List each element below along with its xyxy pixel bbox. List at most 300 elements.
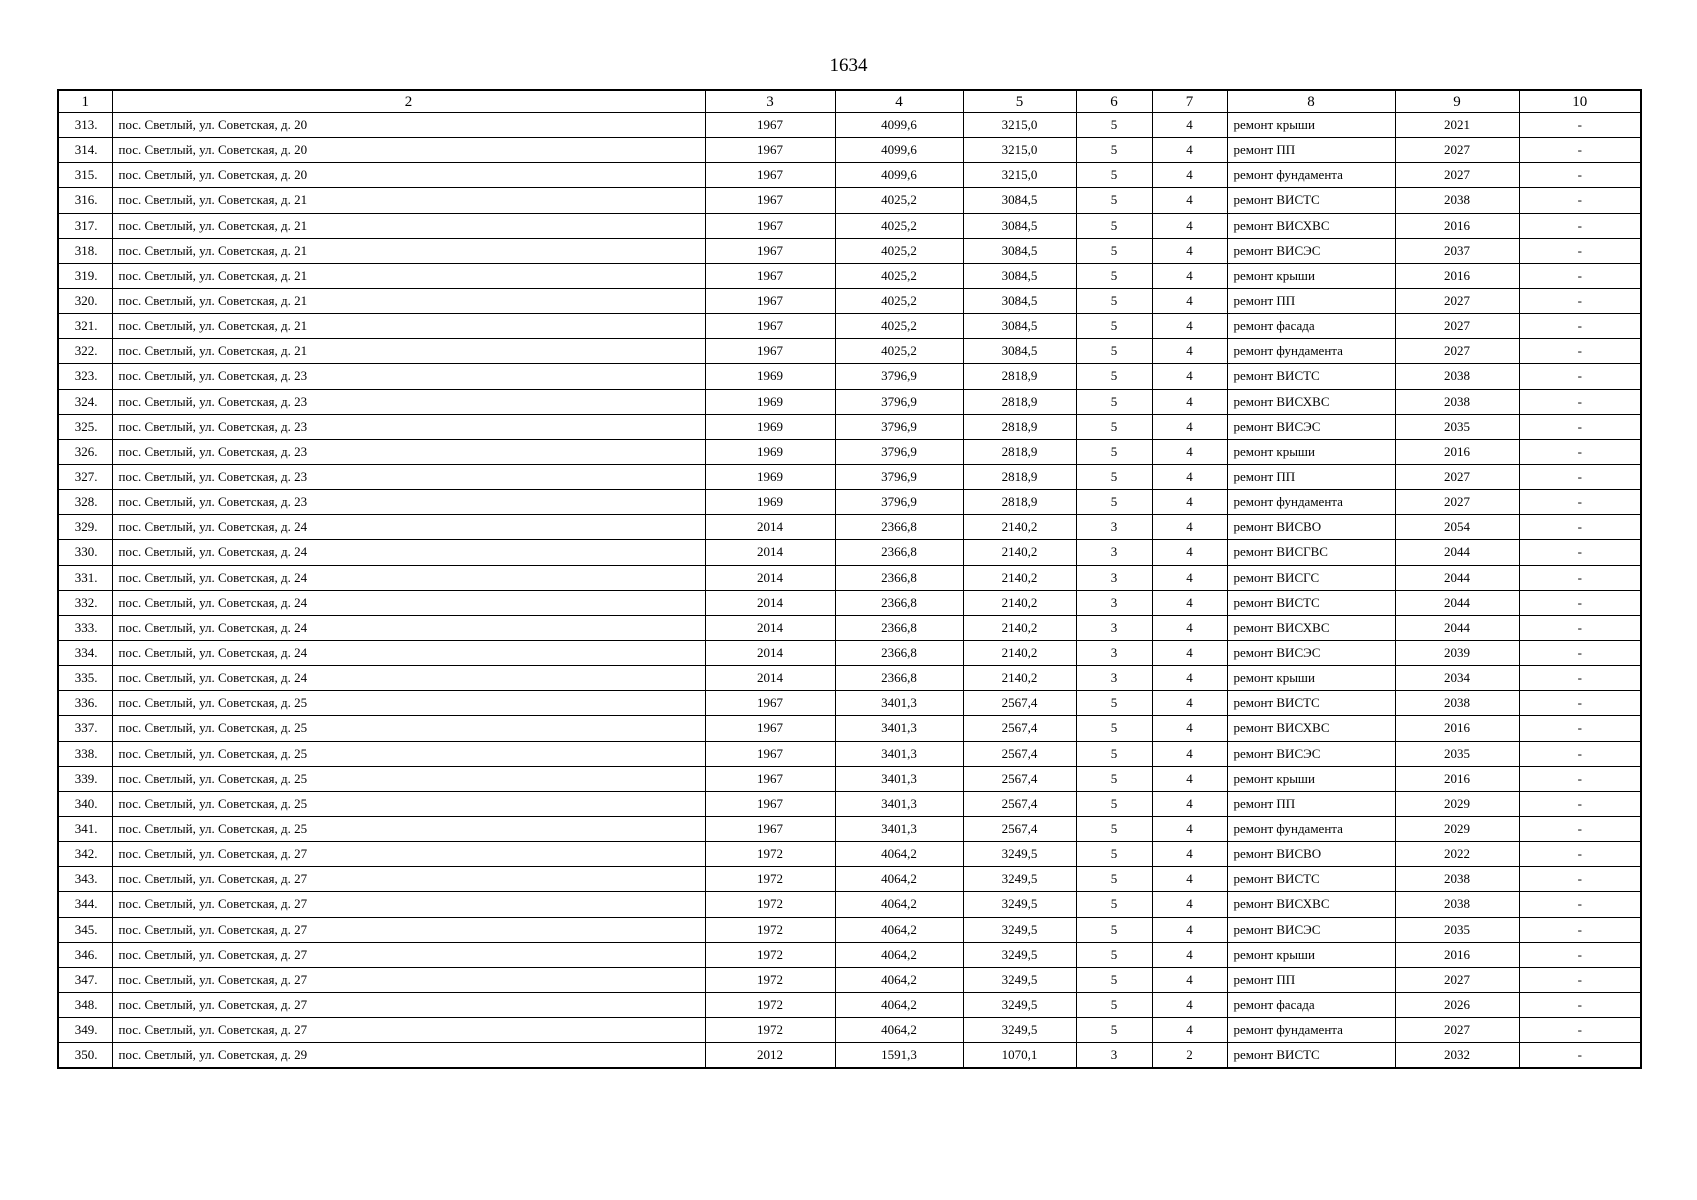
table-row bbox=[58, 263, 1641, 288]
living-area-cell: 2818,9 bbox=[963, 464, 1076, 489]
total-area-cell: 3796,9 bbox=[835, 414, 963, 439]
address-cell: пос. Светлый, ул. Советская, д. 21 bbox=[112, 339, 705, 364]
floors-cell: 5 bbox=[1076, 992, 1152, 1017]
address-cell: пос. Светлый, ул. Советская, д. 24 bbox=[112, 590, 705, 615]
note-cell: - bbox=[1519, 942, 1641, 967]
work-type-cell: ремонт фундамента bbox=[1227, 1018, 1395, 1043]
planned-year-cell: 2027 bbox=[1395, 967, 1519, 992]
address-cell: пос. Светлый, ул. Советская, д. 23 bbox=[112, 414, 705, 439]
address-cell: пос. Светлый, ул. Советская, д. 27 bbox=[112, 992, 705, 1017]
floors-cell: 3 bbox=[1076, 666, 1152, 691]
year-built-cell: 2014 bbox=[705, 515, 835, 540]
entrances-cell: 4 bbox=[1152, 490, 1227, 515]
work-type-cell: ремонт ВИСХВС bbox=[1227, 213, 1395, 238]
work-type-cell: ремонт ВИСХВС bbox=[1227, 615, 1395, 640]
row-number-cell: 338. bbox=[58, 741, 112, 766]
table-row bbox=[58, 339, 1641, 364]
total-area-cell: 3796,9 bbox=[835, 490, 963, 515]
work-type-cell: ремонт ПП bbox=[1227, 967, 1395, 992]
note-cell: - bbox=[1519, 565, 1641, 590]
table-row bbox=[58, 615, 1641, 640]
living-area-cell: 2818,9 bbox=[963, 414, 1076, 439]
floors-cell: 3 bbox=[1076, 1043, 1152, 1069]
floors-cell: 3 bbox=[1076, 615, 1152, 640]
floors-cell: 5 bbox=[1076, 364, 1152, 389]
planned-year-cell: 2044 bbox=[1395, 565, 1519, 590]
row-number-cell: 320. bbox=[58, 288, 112, 313]
row-number-cell: 346. bbox=[58, 942, 112, 967]
living-area-cell: 2140,2 bbox=[963, 540, 1076, 565]
address-cell: пос. Светлый, ул. Советская, д. 27 bbox=[112, 867, 705, 892]
planned-year-cell: 2016 bbox=[1395, 716, 1519, 741]
entrances-cell: 4 bbox=[1152, 515, 1227, 540]
living-area-cell: 3215,0 bbox=[963, 113, 1076, 138]
living-area-cell: 2567,4 bbox=[963, 766, 1076, 791]
total-area-cell: 3401,3 bbox=[835, 741, 963, 766]
note-cell: - bbox=[1519, 666, 1641, 691]
note-cell: - bbox=[1519, 163, 1641, 188]
living-area-cell: 3249,5 bbox=[963, 842, 1076, 867]
work-type-cell: ремонт ПП bbox=[1227, 288, 1395, 313]
address-cell: пос. Светлый, ул. Советская, д. 24 bbox=[112, 640, 705, 665]
floors-cell: 5 bbox=[1076, 1018, 1152, 1043]
living-area-cell: 3249,5 bbox=[963, 892, 1076, 917]
living-area-cell: 3249,5 bbox=[963, 942, 1076, 967]
planned-year-cell: 2016 bbox=[1395, 942, 1519, 967]
note-cell: - bbox=[1519, 917, 1641, 942]
floors-cell: 5 bbox=[1076, 766, 1152, 791]
work-type-cell: ремонт фасада bbox=[1227, 314, 1395, 339]
floors-cell: 5 bbox=[1076, 238, 1152, 263]
address-cell: пос. Светлый, ул. Советская, д. 25 bbox=[112, 791, 705, 816]
work-type-cell: ремонт ВИСВО bbox=[1227, 515, 1395, 540]
year-built-cell: 1967 bbox=[705, 113, 835, 138]
entrances-cell: 4 bbox=[1152, 113, 1227, 138]
entrances-cell: 4 bbox=[1152, 942, 1227, 967]
note-cell: - bbox=[1519, 590, 1641, 615]
entrances-cell: 4 bbox=[1152, 389, 1227, 414]
total-area-cell: 2366,8 bbox=[835, 515, 963, 540]
column-header: 10 bbox=[1519, 90, 1641, 113]
entrances-cell: 4 bbox=[1152, 364, 1227, 389]
work-type-cell: ремонт ВИСГС bbox=[1227, 565, 1395, 590]
entrances-cell: 4 bbox=[1152, 741, 1227, 766]
column-header: 3 bbox=[705, 90, 835, 113]
work-type-cell: ремонт ПП bbox=[1227, 791, 1395, 816]
row-number-cell: 322. bbox=[58, 339, 112, 364]
year-built-cell: 1967 bbox=[705, 339, 835, 364]
address-cell: пос. Светлый, ул. Советская, д. 25 bbox=[112, 816, 705, 841]
planned-year-cell: 2016 bbox=[1395, 439, 1519, 464]
living-area-cell: 1070,1 bbox=[963, 1043, 1076, 1069]
year-built-cell: 2014 bbox=[705, 640, 835, 665]
work-type-cell: ремонт ВИСВО bbox=[1227, 842, 1395, 867]
year-built-cell: 1972 bbox=[705, 867, 835, 892]
entrances-cell: 4 bbox=[1152, 414, 1227, 439]
living-area-cell: 3084,5 bbox=[963, 238, 1076, 263]
floors-cell: 5 bbox=[1076, 263, 1152, 288]
floors-cell: 5 bbox=[1076, 163, 1152, 188]
floors-cell: 5 bbox=[1076, 213, 1152, 238]
table-row bbox=[58, 1043, 1641, 1069]
planned-year-cell: 2022 bbox=[1395, 842, 1519, 867]
living-area-cell: 3249,5 bbox=[963, 1018, 1076, 1043]
note-cell: - bbox=[1519, 716, 1641, 741]
address-cell: пос. Светлый, ул. Советская, д. 24 bbox=[112, 515, 705, 540]
planned-year-cell: 2016 bbox=[1395, 766, 1519, 791]
note-cell: - bbox=[1519, 314, 1641, 339]
floors-cell: 3 bbox=[1076, 590, 1152, 615]
address-cell: пос. Светлый, ул. Советская, д. 23 bbox=[112, 364, 705, 389]
work-type-cell: ремонт ПП bbox=[1227, 464, 1395, 489]
entrances-cell: 4 bbox=[1152, 917, 1227, 942]
table-row bbox=[58, 666, 1641, 691]
row-number-cell: 317. bbox=[58, 213, 112, 238]
table-row bbox=[58, 138, 1641, 163]
page-number: 1634 bbox=[829, 55, 868, 76]
planned-year-cell: 2016 bbox=[1395, 213, 1519, 238]
table-row bbox=[58, 590, 1641, 615]
work-type-cell: ремонт крыши bbox=[1227, 766, 1395, 791]
row-number-cell: 331. bbox=[58, 565, 112, 590]
table-row bbox=[58, 766, 1641, 791]
entrances-cell: 4 bbox=[1152, 640, 1227, 665]
note-cell: - bbox=[1519, 439, 1641, 464]
total-area-cell: 4064,2 bbox=[835, 867, 963, 892]
address-cell: пос. Светлый, ул. Советская, д. 21 bbox=[112, 238, 705, 263]
table-row bbox=[58, 540, 1641, 565]
row-number-cell: 344. bbox=[58, 892, 112, 917]
year-built-cell: 2012 bbox=[705, 1043, 835, 1069]
note-cell: - bbox=[1519, 791, 1641, 816]
year-built-cell: 1972 bbox=[705, 842, 835, 867]
planned-year-cell: 2027 bbox=[1395, 288, 1519, 313]
work-type-cell: ремонт ВИСТС bbox=[1227, 867, 1395, 892]
entrances-cell: 4 bbox=[1152, 842, 1227, 867]
year-built-cell: 1972 bbox=[705, 992, 835, 1017]
note-cell: - bbox=[1519, 867, 1641, 892]
floors-cell: 5 bbox=[1076, 842, 1152, 867]
living-area-cell: 2140,2 bbox=[963, 615, 1076, 640]
column-number-row bbox=[58, 90, 1641, 113]
total-area-cell: 4064,2 bbox=[835, 1018, 963, 1043]
table-row bbox=[58, 188, 1641, 213]
note-cell: - bbox=[1519, 263, 1641, 288]
table-row bbox=[58, 515, 1641, 540]
total-area-cell: 3796,9 bbox=[835, 464, 963, 489]
floors-cell: 3 bbox=[1076, 565, 1152, 590]
year-built-cell: 1972 bbox=[705, 892, 835, 917]
row-number-cell: 325. bbox=[58, 414, 112, 439]
entrances-cell: 4 bbox=[1152, 163, 1227, 188]
address-cell: пос. Светлый, ул. Советская, д. 20 bbox=[112, 163, 705, 188]
total-area-cell: 4064,2 bbox=[835, 892, 963, 917]
total-area-cell: 4064,2 bbox=[835, 842, 963, 867]
floors-cell: 5 bbox=[1076, 716, 1152, 741]
floors-cell: 5 bbox=[1076, 339, 1152, 364]
floors-cell: 5 bbox=[1076, 892, 1152, 917]
entrances-cell: 4 bbox=[1152, 816, 1227, 841]
table-row bbox=[58, 364, 1641, 389]
living-area-cell: 3215,0 bbox=[963, 163, 1076, 188]
entrances-cell: 4 bbox=[1152, 188, 1227, 213]
table-row bbox=[58, 314, 1641, 339]
floors-cell: 5 bbox=[1076, 490, 1152, 515]
planned-year-cell: 2044 bbox=[1395, 615, 1519, 640]
note-cell: - bbox=[1519, 464, 1641, 489]
planned-year-cell: 2035 bbox=[1395, 741, 1519, 766]
row-number-cell: 315. bbox=[58, 163, 112, 188]
table-row bbox=[58, 464, 1641, 489]
row-number-cell: 328. bbox=[58, 490, 112, 515]
row-number-cell: 329. bbox=[58, 515, 112, 540]
column-header: 4 bbox=[835, 90, 963, 113]
living-area-cell: 2567,4 bbox=[963, 741, 1076, 766]
living-area-cell: 3249,5 bbox=[963, 917, 1076, 942]
planned-year-cell: 2038 bbox=[1395, 892, 1519, 917]
table-row bbox=[58, 163, 1641, 188]
address-cell: пос. Светлый, ул. Советская, д. 23 bbox=[112, 439, 705, 464]
total-area-cell: 2366,8 bbox=[835, 666, 963, 691]
row-number-cell: 340. bbox=[58, 791, 112, 816]
total-area-cell: 2366,8 bbox=[835, 540, 963, 565]
floors-cell: 3 bbox=[1076, 540, 1152, 565]
floors-cell: 5 bbox=[1076, 967, 1152, 992]
year-built-cell: 2014 bbox=[705, 565, 835, 590]
note-cell: - bbox=[1519, 766, 1641, 791]
total-area-cell: 4064,2 bbox=[835, 942, 963, 967]
address-cell: пос. Светлый, ул. Советская, д. 25 bbox=[112, 766, 705, 791]
entrances-cell: 4 bbox=[1152, 464, 1227, 489]
floors-cell: 5 bbox=[1076, 288, 1152, 313]
work-type-cell: ремонт ВИСЭС bbox=[1227, 238, 1395, 263]
address-cell: пос. Светлый, ул. Советская, д. 23 bbox=[112, 464, 705, 489]
living-area-cell: 2140,2 bbox=[963, 565, 1076, 590]
row-number-cell: 350. bbox=[58, 1043, 112, 1069]
year-built-cell: 1967 bbox=[705, 288, 835, 313]
note-cell: - bbox=[1519, 414, 1641, 439]
address-cell: пос. Светлый, ул. Советская, д. 27 bbox=[112, 1018, 705, 1043]
year-built-cell: 1967 bbox=[705, 791, 835, 816]
total-area-cell: 1591,3 bbox=[835, 1043, 963, 1069]
planned-year-cell: 2038 bbox=[1395, 691, 1519, 716]
floors-cell: 5 bbox=[1076, 464, 1152, 489]
planned-year-cell: 2044 bbox=[1395, 590, 1519, 615]
living-area-cell: 2567,4 bbox=[963, 691, 1076, 716]
floors-cell: 5 bbox=[1076, 314, 1152, 339]
note-cell: - bbox=[1519, 188, 1641, 213]
row-number-cell: 324. bbox=[58, 389, 112, 414]
living-area-cell: 2567,4 bbox=[963, 791, 1076, 816]
work-type-cell: ремонт ВИСТС bbox=[1227, 590, 1395, 615]
note-cell: - bbox=[1519, 490, 1641, 515]
total-area-cell: 2366,8 bbox=[835, 615, 963, 640]
row-number-cell: 345. bbox=[58, 917, 112, 942]
column-header: 6 bbox=[1076, 90, 1152, 113]
work-type-cell: ремонт ВИСТС bbox=[1227, 364, 1395, 389]
column-header: 9 bbox=[1395, 90, 1519, 113]
row-number-cell: 333. bbox=[58, 615, 112, 640]
note-cell: - bbox=[1519, 640, 1641, 665]
note-cell: - bbox=[1519, 540, 1641, 565]
entrances-cell: 4 bbox=[1152, 565, 1227, 590]
planned-year-cell: 2054 bbox=[1395, 515, 1519, 540]
work-type-cell: ремонт ВИСХВС bbox=[1227, 892, 1395, 917]
year-built-cell: 1967 bbox=[705, 766, 835, 791]
living-area-cell: 3084,5 bbox=[963, 288, 1076, 313]
floors-cell: 5 bbox=[1076, 138, 1152, 163]
table-row bbox=[58, 414, 1641, 439]
table-row bbox=[58, 942, 1641, 967]
year-built-cell: 1969 bbox=[705, 490, 835, 515]
table-row bbox=[58, 213, 1641, 238]
table-row bbox=[58, 892, 1641, 917]
living-area-cell: 2567,4 bbox=[963, 716, 1076, 741]
floors-cell: 3 bbox=[1076, 515, 1152, 540]
address-cell: пос. Светлый, ул. Советская, д. 25 bbox=[112, 741, 705, 766]
address-cell: пос. Светлый, ул. Советская, д. 27 bbox=[112, 892, 705, 917]
work-type-cell: ремонт ВИСТС bbox=[1227, 1043, 1395, 1069]
entrances-cell: 4 bbox=[1152, 590, 1227, 615]
total-area-cell: 4064,2 bbox=[835, 992, 963, 1017]
table-row bbox=[58, 490, 1641, 515]
address-cell: пос. Светлый, ул. Советская, д. 24 bbox=[112, 615, 705, 640]
note-cell: - bbox=[1519, 364, 1641, 389]
year-built-cell: 1967 bbox=[705, 716, 835, 741]
work-type-cell: ремонт фундамента bbox=[1227, 490, 1395, 515]
work-type-cell: ремонт ВИСТС bbox=[1227, 188, 1395, 213]
entrances-cell: 4 bbox=[1152, 339, 1227, 364]
work-type-cell: ремонт ВИСХВС bbox=[1227, 716, 1395, 741]
year-built-cell: 2014 bbox=[705, 666, 835, 691]
row-number-cell: 336. bbox=[58, 691, 112, 716]
living-area-cell: 2818,9 bbox=[963, 364, 1076, 389]
planned-year-cell: 2027 bbox=[1395, 1018, 1519, 1043]
year-built-cell: 1972 bbox=[705, 1018, 835, 1043]
note-cell: - bbox=[1519, 138, 1641, 163]
table-row bbox=[58, 842, 1641, 867]
planned-year-cell: 2027 bbox=[1395, 490, 1519, 515]
table-body bbox=[58, 113, 1641, 1069]
planned-year-cell: 2026 bbox=[1395, 992, 1519, 1017]
total-area-cell: 4099,6 bbox=[835, 138, 963, 163]
living-area-cell: 3249,5 bbox=[963, 992, 1076, 1017]
work-type-cell: ремонт ПП bbox=[1227, 138, 1395, 163]
entrances-cell: 4 bbox=[1152, 867, 1227, 892]
entrances-cell: 4 bbox=[1152, 791, 1227, 816]
planned-year-cell: 2029 bbox=[1395, 791, 1519, 816]
entrances-cell: 4 bbox=[1152, 716, 1227, 741]
address-cell: пос. Светлый, ул. Советская, д. 25 bbox=[112, 716, 705, 741]
table-row bbox=[58, 867, 1641, 892]
year-built-cell: 1969 bbox=[705, 464, 835, 489]
living-area-cell: 3215,0 bbox=[963, 138, 1076, 163]
row-number-cell: 326. bbox=[58, 439, 112, 464]
row-number-cell: 342. bbox=[58, 842, 112, 867]
address-cell: пос. Светлый, ул. Советская, д. 29 bbox=[112, 1043, 705, 1069]
note-cell: - bbox=[1519, 113, 1641, 138]
floors-cell: 5 bbox=[1076, 942, 1152, 967]
row-number-cell: 337. bbox=[58, 716, 112, 741]
total-area-cell: 4025,2 bbox=[835, 288, 963, 313]
address-cell: пос. Светлый, ул. Советская, д. 21 bbox=[112, 188, 705, 213]
row-number-cell: 330. bbox=[58, 540, 112, 565]
note-cell: - bbox=[1519, 1043, 1641, 1069]
address-cell: пос. Светлый, ул. Советская, д. 21 bbox=[112, 288, 705, 313]
entrances-cell: 4 bbox=[1152, 238, 1227, 263]
planned-year-cell: 2027 bbox=[1395, 464, 1519, 489]
address-cell: пос. Светлый, ул. Советская, д. 27 bbox=[112, 967, 705, 992]
total-area-cell: 4025,2 bbox=[835, 263, 963, 288]
planned-year-cell: 2021 bbox=[1395, 113, 1519, 138]
year-built-cell: 1967 bbox=[705, 238, 835, 263]
year-built-cell: 1972 bbox=[705, 942, 835, 967]
floors-cell: 5 bbox=[1076, 113, 1152, 138]
living-area-cell: 3084,5 bbox=[963, 263, 1076, 288]
planned-year-cell: 2027 bbox=[1395, 314, 1519, 339]
table-row bbox=[58, 816, 1641, 841]
row-number-cell: 347. bbox=[58, 967, 112, 992]
row-number-cell: 318. bbox=[58, 238, 112, 263]
year-built-cell: 2014 bbox=[705, 615, 835, 640]
planned-year-cell: 2027 bbox=[1395, 339, 1519, 364]
living-area-cell: 2140,2 bbox=[963, 515, 1076, 540]
note-cell: - bbox=[1519, 339, 1641, 364]
address-cell: пос. Светлый, ул. Советская, д. 21 bbox=[112, 314, 705, 339]
row-number-cell: 319. bbox=[58, 263, 112, 288]
note-cell: - bbox=[1519, 389, 1641, 414]
year-built-cell: 2014 bbox=[705, 590, 835, 615]
living-area-cell: 2818,9 bbox=[963, 490, 1076, 515]
note-cell: - bbox=[1519, 842, 1641, 867]
note-cell: - bbox=[1519, 816, 1641, 841]
column-header: 8 bbox=[1227, 90, 1395, 113]
entrances-cell: 4 bbox=[1152, 967, 1227, 992]
entrances-cell: 2 bbox=[1152, 1043, 1227, 1069]
total-area-cell: 2366,8 bbox=[835, 565, 963, 590]
address-cell: пос. Светлый, ул. Советская, д. 21 bbox=[112, 213, 705, 238]
year-built-cell: 1969 bbox=[705, 414, 835, 439]
address-cell: пос. Светлый, ул. Советская, д. 23 bbox=[112, 389, 705, 414]
work-type-cell: ремонт фундамента bbox=[1227, 816, 1395, 841]
address-cell: пос. Светлый, ул. Советская, д. 20 bbox=[112, 113, 705, 138]
planned-year-cell: 2037 bbox=[1395, 238, 1519, 263]
note-cell: - bbox=[1519, 238, 1641, 263]
work-type-cell: ремонт ВИСЭС bbox=[1227, 640, 1395, 665]
table-row bbox=[58, 565, 1641, 590]
year-built-cell: 1967 bbox=[705, 188, 835, 213]
table-row bbox=[58, 716, 1641, 741]
address-cell: пос. Светлый, ул. Советская, д. 20 bbox=[112, 138, 705, 163]
total-area-cell: 4025,2 bbox=[835, 238, 963, 263]
address-cell: пос. Светлый, ул. Советская, д. 23 bbox=[112, 490, 705, 515]
entrances-cell: 4 bbox=[1152, 263, 1227, 288]
row-number-cell: 343. bbox=[58, 867, 112, 892]
total-area-cell: 4025,2 bbox=[835, 314, 963, 339]
total-area-cell: 3401,3 bbox=[835, 716, 963, 741]
living-area-cell: 2818,9 bbox=[963, 439, 1076, 464]
year-built-cell: 1967 bbox=[705, 691, 835, 716]
table-row bbox=[58, 1018, 1641, 1043]
work-type-cell: ремонт ВИСХВС bbox=[1227, 389, 1395, 414]
table-row bbox=[58, 791, 1641, 816]
address-cell: пос. Светлый, ул. Советская, д. 21 bbox=[112, 263, 705, 288]
address-cell: пос. Светлый, ул. Советская, д. 27 bbox=[112, 917, 705, 942]
entrances-cell: 4 bbox=[1152, 666, 1227, 691]
entrances-cell: 4 bbox=[1152, 314, 1227, 339]
row-number-cell: 313. bbox=[58, 113, 112, 138]
total-area-cell: 3796,9 bbox=[835, 364, 963, 389]
